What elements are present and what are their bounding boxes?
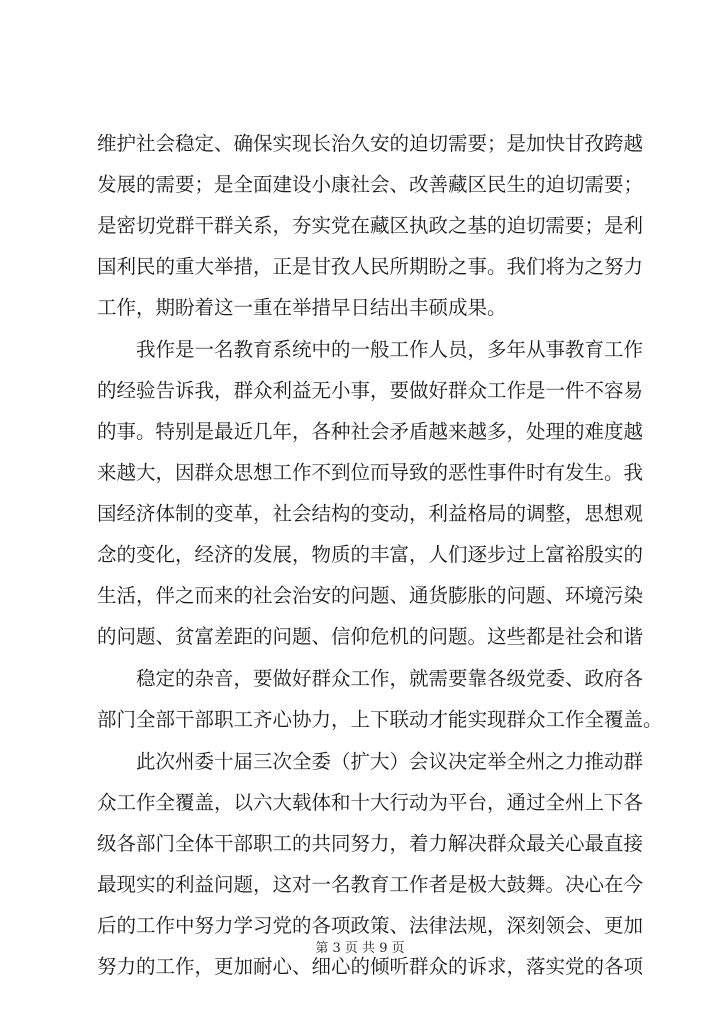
text-line: 众工作全覆盖，以六大载体和十大行动为平台，通过全州上下各	[97, 791, 644, 814]
text-line: 国利民的重大举措，正是甘孜人民所期盼之事。我们将为之努力	[97, 255, 644, 278]
text-line: 来越大，因群众思想工作不到位而导致的恶性事件时有发生。我	[97, 461, 644, 484]
text-line: 工作，期盼着这一重在举措早日结出丰硕成果。	[97, 296, 507, 319]
text-line: 最现实的利益问题，这对一名教育工作者是极大鼓舞。决心在今	[97, 873, 644, 896]
text-line: 努力的工作，更加耐心、细心的倾听群众的诉求，落实党的各项	[97, 955, 644, 978]
text-line: 生活，伴之而来的社会治安的问题、通货膨胀的问题、环境污染	[97, 584, 644, 607]
text-line: 后的工作中努力学习党的各项政策、法律法规，深刻领会、更加	[97, 914, 644, 937]
text-line: 的事。特别是最近几年，各种社会矛盾越来越多，处理的难度越	[97, 420, 644, 443]
text-line: 国经济体制的变革，社会结构的变动，利益格局的调整，思想观	[97, 502, 644, 525]
text-line: 维护社会稳定、确保实现长治久安的迫切需要；是加快甘孜跨越	[97, 132, 644, 155]
text-line: 的经验告诉我，群众利益无小事，要做好群众工作是一件不容易	[97, 379, 644, 402]
text-line: 部门全部干部职工齐心协力，上下联动才能实现群众工作全覆盖。	[97, 708, 663, 731]
text-line: 的问题、贫富差距的问题、信仰危机的问题。这些都是社会和谐	[97, 625, 644, 648]
page-footer: 第 3 页 共 9 页	[315, 941, 405, 956]
text-line: 念的变化，经济的发展，物质的丰富，人们逐步过上富裕殷实的	[97, 543, 644, 566]
paragraph-first-line: 此次州委十届三次全委（扩大）会议决定举全州之力推动群	[136, 750, 644, 773]
paragraph-first-line: 我作是一名教育系统中的一般工作人员，多年从事教育工作	[136, 338, 644, 361]
text-line: 发展的需要；是全面建设小康社会、改善藏区民生的迫切需要；	[97, 173, 644, 196]
text-line: 是密切党群干群关系，夯实党在藏区执政之基的迫切需要；是利	[97, 214, 644, 237]
text-line: 级各部门全体干部职工的共同努力，着力解决群众最关心最直接	[97, 832, 644, 855]
paragraph-first-line: 稳定的杂音，要做好群众工作，就需要靠各级党委、政府各	[136, 667, 644, 690]
